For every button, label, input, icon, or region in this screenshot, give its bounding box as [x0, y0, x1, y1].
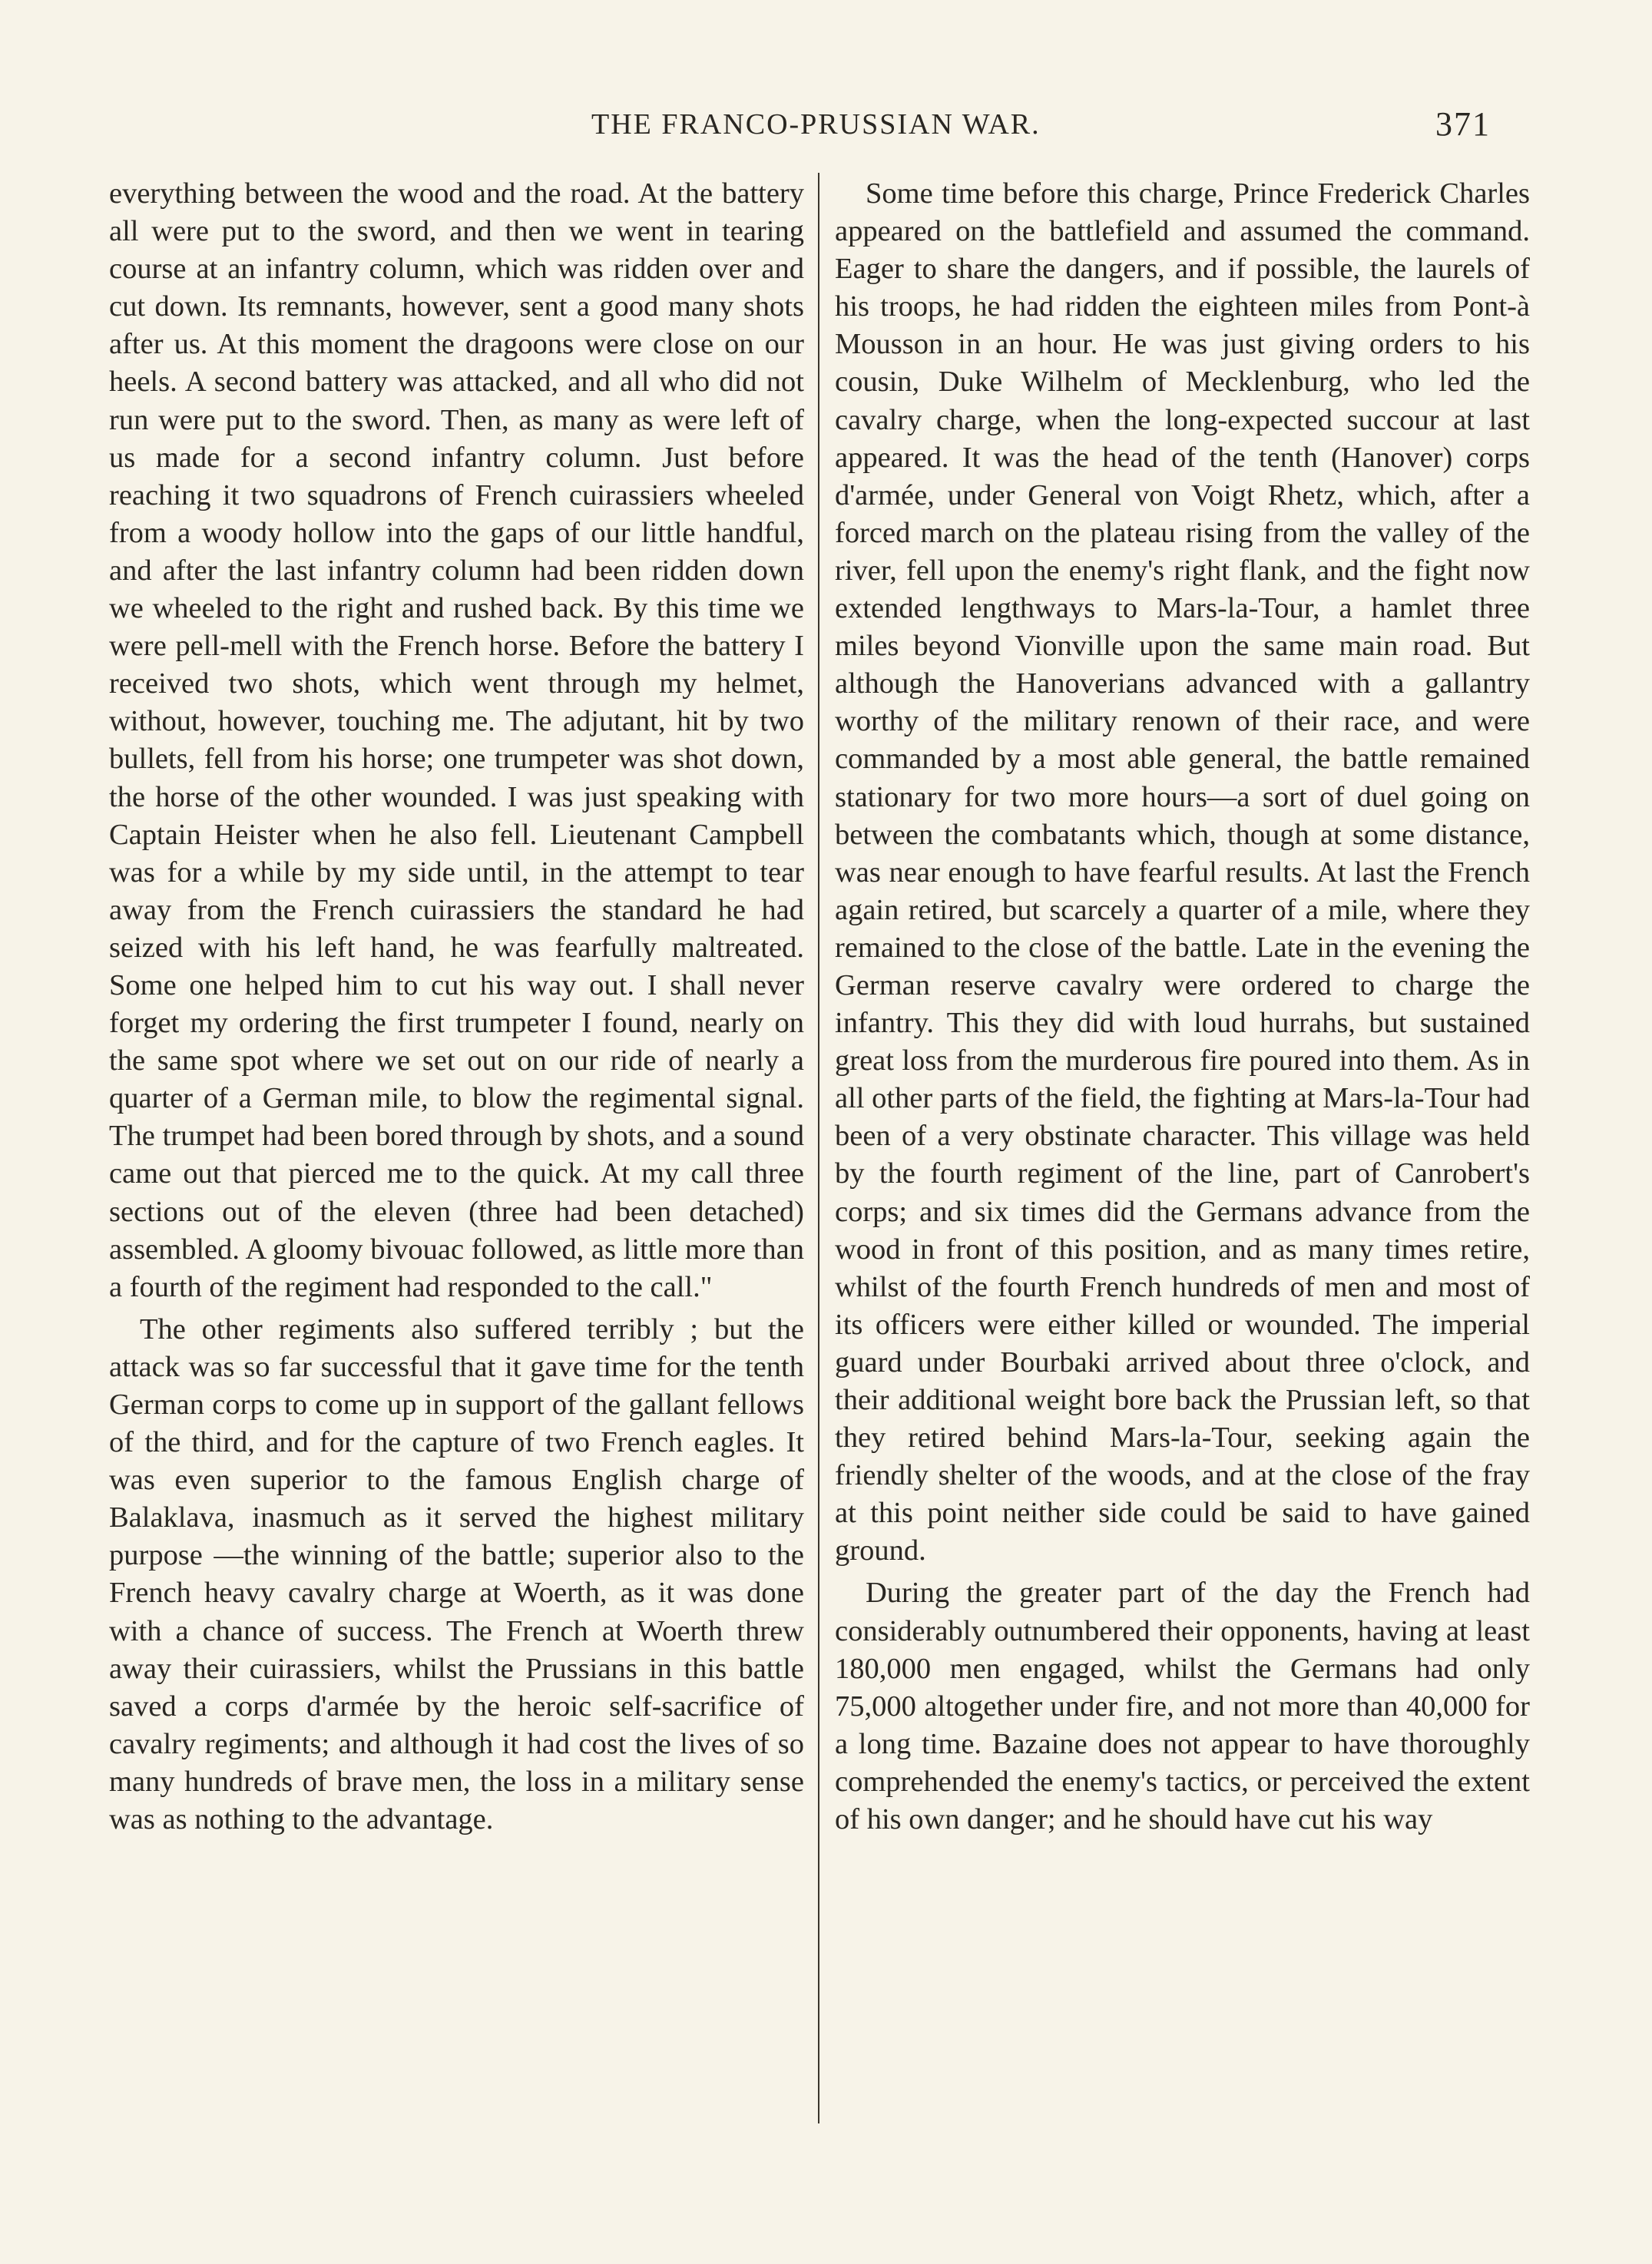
page-number: 371: [1435, 105, 1491, 143]
column-divider: [818, 173, 819, 2123]
right-column: [835, 175, 1530, 1839]
left-paragraph-1: everything between the wood and the road. At the battery all were put to the sword, and then we went in tearing course at an infantry column, which was ridden over and cut down. Its remnants, however, sent a good many shots after us. At this moment the dragoons were close on our heels. A second battery was attacked, and all who did not run were put to the sword. Then, as many as were left of us made for a second infantry column. Just before reaching it two squadrons of French cuirassiers wheeled from a woody hollow into the gaps of our little handful, and after the last infantry column had been ridden down we wheeled to the right and rushed back. By this time we were pell-mell with the French horse. Before the battery I received two shots, which went through my helmet, without, however, touching me. The adjutant, hit by two bullets, fell from his horse; one trumpeter was shot down, the horse of the other wounded. I was just speaking with Captain Heister when he also fell. Lieutenant Campbell was for a while by my side until, in the attempt to tear away from the French cuirassiers the standard he had seized with his left hand, he was fearfully maltreated. Some one helped him to cut his way out. I shall never forget my ordering the first trumpeter I found, nearly on the same spot where we set out on our ride of nearly a quarter of a German mile, to blow the regimental signal. The trumpet had been bored through by shots, and a sound came out that pierced me to the quick. At my call three sections out of the eleven (three had been detached) assembled. A gloomy bivouac followed, as little more than a fourth of the regiment had responded to the call.": [109, 177, 804, 1303]
page-header: [0, 105, 1652, 154]
running-title: THE FRANCO-PRUSSIAN WAR.: [591, 108, 1041, 141]
left-column: [109, 175, 804, 1839]
right-paragraph-1: Some time before this charge, Prince Frederick Charles appeared on the battlefield and assumed the command. Eager to share the dangers, and if possible, the laurels of his troops, he had ridden the eighteen miles from Pont-à Mousson in an hour. He was just giving orders to his cousin, Duke Wilhelm of Mecklenburg, who led the cavalry charge, when the long-expected succour at last appeared. It was the head of the tenth (Hanover) corps d'armée, under General von Voigt Rhetz, which, after a forced march on the plateau rising from the valley of the river, fell upon the enemy's right flank, and the fight now extended lengthways to Mars-la-Tour, a hamlet three miles beyond Vionville upon the same main road. But although the Hanoverians advanced with a gallantry worthy of the military renown of their race, and were commanded by a most able general, the battle remained stationary for two more hours—a sort of duel going on between the combatants which, though at some distance, was near enough to have fearful results. At last the French again retired, but scarcely a quarter of a mile, where they remained to the close of the battle. Late in the evening the German reserve cavalry were ordered to charge the infantry. This they did with loud hurrahs, but sustained great loss from the murderous fire poured into them. As in all other parts of the field, the fighting at Mars-la-Tour had been of a very obstinate character. This village was held by the fourth regiment of the line, part of Canrobert's corps; and six times did the Germans advance from the wood in front of this position, and as many times retire, whilst of the fourth French hundreds of men and most of its officers were either killed or wounded. The imperial guard under Bourbaki arrived about three o'clock, and their additional weight bore back the Prussian left, so that they retired behind Mars-la-Tour, seeking again the friendly shelter of the woods, and at the close of the fray at this point neither side could be said to have gained ground.: [835, 177, 1530, 1567]
right-paragraph-2: During the greater part of the day the French had considerably outnumbered their opponents, having at least 180,000 men engaged, whilst the Germans had only 75,000 altogether under fire, and not more than 40,000 for a long time. Bazaine does not appear to have thoroughly comprehended the enemy's tactics, or perceived the extent of his own danger; and he should have cut his way: [835, 1577, 1530, 1836]
left-paragraph-2: The other regiments also suffered terribly ; but the attack was so far successful that it gave time for the tenth German corps to come up in support of the gallant fellows of the third, and for the capture of two French eagles. It was even superior to the famous English charge of Balaklava, inasmuch as it served the highest military purpose —the winning of the battle; superior also to the French heavy cavalry charge at Woerth, as it was done with a chance of success. The French at Woerth threw away their cuirassiers, whilst the Prussians in this battle saved a corps d'armée by the heroic self-sacrifice of cavalry regiments; and although it had cost the lives of so many hundreds of brave men, the loss in a military sense was as nothing to the advantage.: [109, 1312, 804, 1836]
